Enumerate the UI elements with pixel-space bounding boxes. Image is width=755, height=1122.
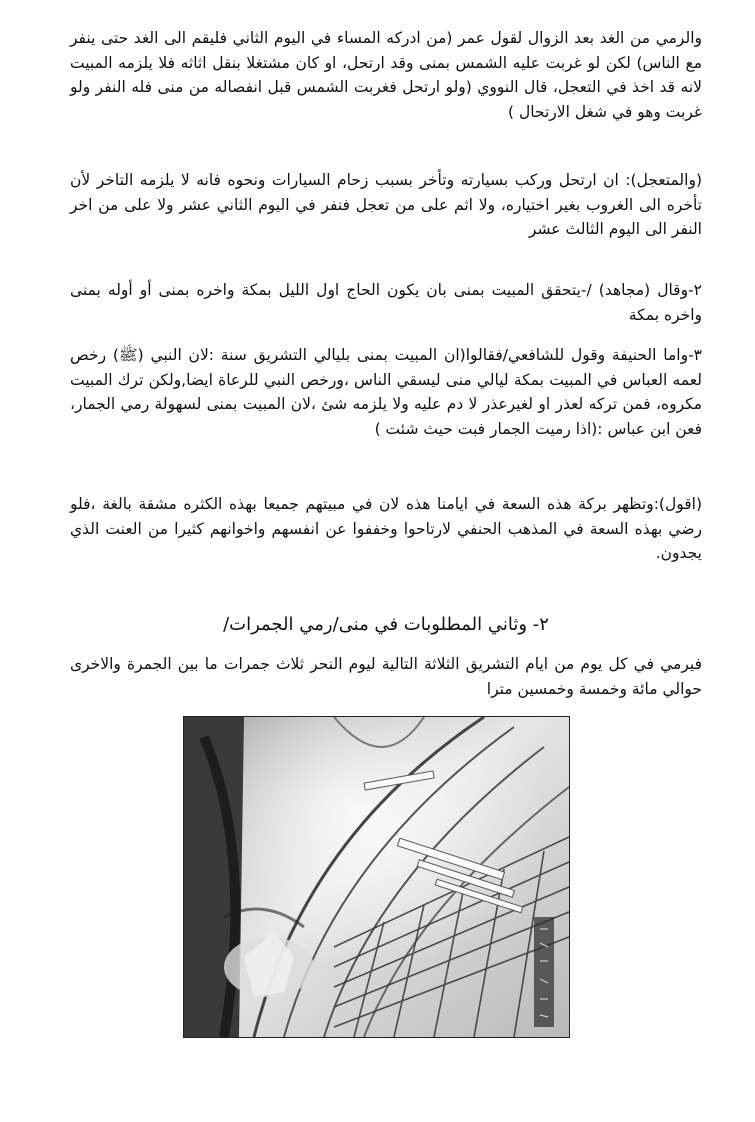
jamarat-photo — [183, 716, 570, 1038]
paragraph-author-comment: (اقول):وتظهر بركة هذه السعة في ايامنا هذه لان في مبيتهم جميعا بهذه الكثره مشقة بالغة ،فلو رضي بهذه السعة في المذهب الحنفي لارتاحوا وخففوا عن انفسهم واخوانهم كثيرا من العنت الذي يجدون. — [70, 495, 702, 563]
paragraph-hasty-departure: (والمتعجل): ان ارتحل وركب بسيارته وتأخر بسبب زحام السيارات ونحوه فانه لا يلزمه التاخر لأن تأخره الى الغروب بغير اختياره، ولا اثم على من تعجل فنفر في اليوم الثاني عشر ولا على من اخر النفر الى اليوم الثالث عشر — [70, 171, 702, 239]
paragraph-mujahid-opinion: ٢-وقال (مجاهد) /-يتحقق المبيت بمنى بان يكون الحاج اول الليل بمكة واخره بمنى أو أوله بمنى واخره بمكة — [70, 281, 702, 324]
section-heading: ٢- وثاني المطلوبات في منى/رمي الجمرات/ — [223, 614, 549, 635]
paragraph-evening-departure: والرمي من الغد بعد الزوال لقول عمر (من ادركه المساء في اليوم الثاني فليقم الى الغد حتى ينفر مع الناس) لكن لو غربت عليه الشمس بمنى وقد ارتحل، او كان مشتغلا بنقل اثاثه فلا يلزمه المبيت لانه قد اخذ في التعجل، قال النووي (ولو ارتحل فغربت الشمس قبل انفصاله من منى فله النفر ولو غربت وهو في شغل الارتحال ) — [70, 29, 702, 121]
jamarat-photo-illustration — [184, 717, 569, 1037]
paragraph-hanafi-opinion: ٣-واما الحنيفة وقول للشافعي/فقالوا(ان المبيت بمنى بليالي التشريق سنة :لان النبي (ﷺ) رخص لعمه العباس في المبيت بمكة ليالي منى ليسقي الناس ،ورخص النبي للرعاة ايضا,ولكن ترك المبيت مكروه، فمن تركه لعذر او لغيرعذر لا دم عليه ولا يلزمه شئ ،لان المبيت بمنى لسهولة رمي الجمار، فعن ابن عباس :(اذا رميت الجمار فبت حيث شئت ) — [70, 346, 702, 438]
paragraph-stoning-distance: فيرمي في كل يوم من ايام التشريق الثلاثة التالية ليوم النحر ثلاث جمرات ما بين الجمرة والاخرى حوالي مائة وخمسة وخمسين مترا — [70, 655, 702, 698]
